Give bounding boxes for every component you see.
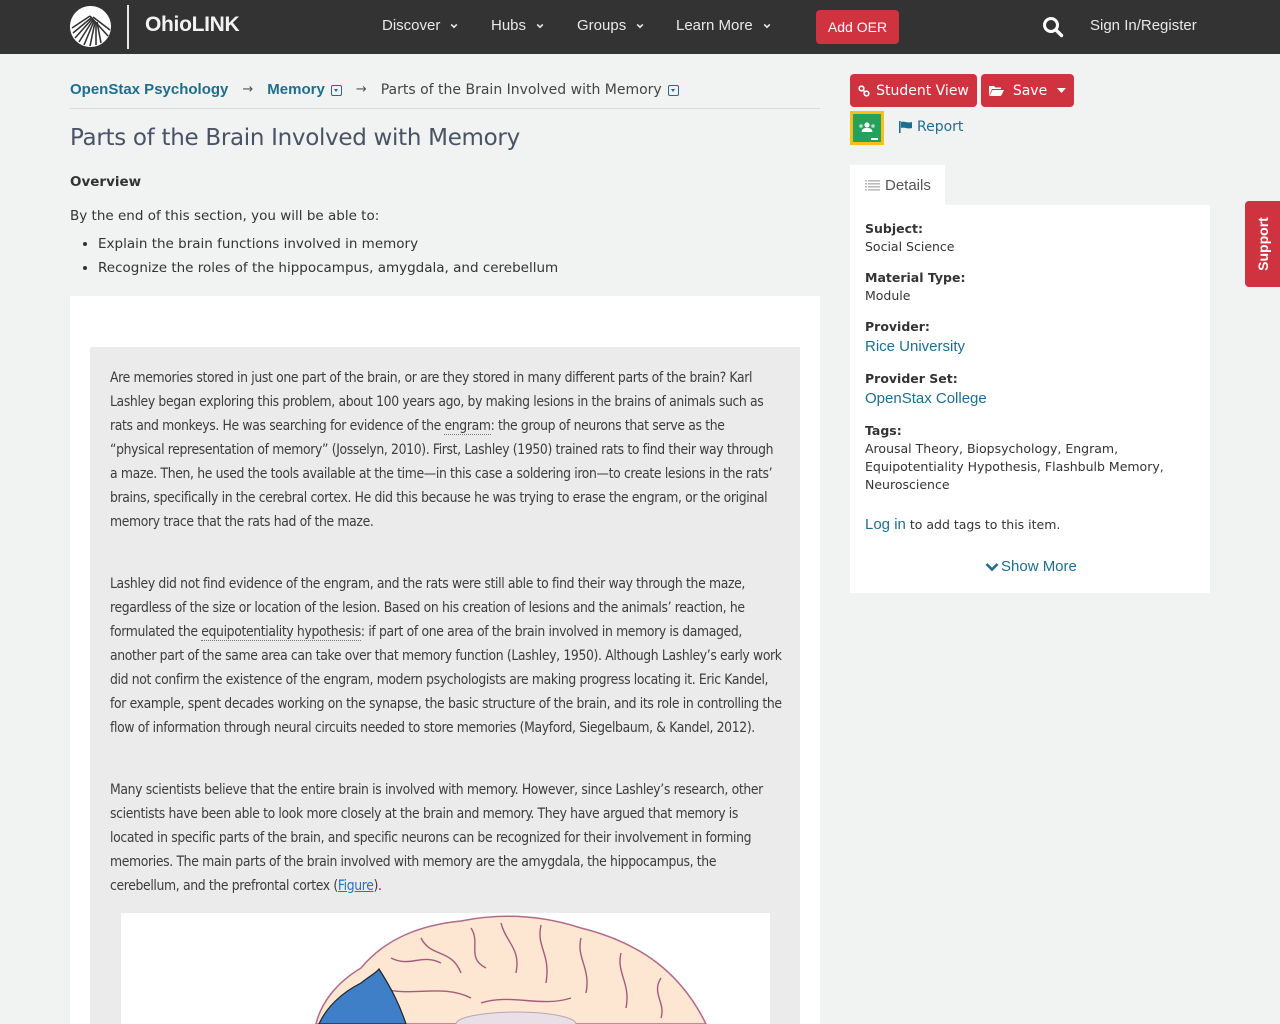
glossary-term-engram[interactable]: engram — [444, 418, 491, 434]
list-icon — [865, 180, 880, 191]
overview-heading: Overview — [70, 174, 142, 190]
objective-item: • Recognize the roles of the hippocampus, amygdala, and cerebellum — [98, 256, 558, 280]
dropdown-toggle-icon[interactable] — [668, 85, 679, 96]
ohiolink-logo-icon[interactable] — [70, 6, 111, 47]
text: Many scientists believe that the entire brain is involved with memory. However, since Lashley’s research, other scientists have been able to look more closely at the brain and memory. They have argued that memory is located in specific parts of the brain, and specific neurons can be recognized for their involvement in forming memories. The main parts of the brain involved with memory are the amygdala, the hippocampus, the cerebellum, and the prefrontal cortex ( — [110, 782, 763, 894]
page-title: Parts of the Brain Involved with Memory — [70, 125, 520, 151]
tab-details-label: Details — [885, 176, 931, 194]
paragraph-1 — [110, 366, 782, 534]
add-tags-text: to add tags to this item. — [905, 517, 1061, 532]
chevron-down-icon — [985, 562, 999, 572]
sign-in-register-link[interactable]: Sign In/Register — [1090, 17, 1197, 34]
caret-down-icon — [1057, 88, 1066, 94]
chevron-down-icon — [450, 22, 458, 30]
brain-illustration-icon — [121, 913, 770, 1024]
add-oer-button[interactable]: Add OER — [816, 10, 899, 44]
breadcrumb-separator: → — [355, 82, 367, 97]
objective-item: • Explain the brain functions involved in memory — [98, 232, 558, 256]
material-type-label: Material Type: — [865, 270, 966, 285]
tab-details[interactable] — [850, 165, 945, 205]
brain-figure — [121, 913, 770, 1024]
subject-label: Subject: — [865, 221, 923, 236]
nav-discover-label: Discover — [382, 17, 441, 34]
nav-learn-more-label: Learn More — [676, 17, 753, 34]
search-icon[interactable] — [1042, 16, 1064, 38]
report-label: Report — [917, 119, 964, 135]
student-view-label: Student View — [876, 82, 969, 99]
log-in-link[interactable]: Log in — [865, 516, 906, 533]
text: : if part of one area of the brain involved in memory is damaged, another part of the same area can take over that memory function (Lashley, 1950). Although Lashley’s early work did not confirm the existence of the engram, modern psychologists are making progress locating it. Eric Kandel, for example, spent decades working on the synapse, the basic structure of the brain, and its role in controlling the flow of information through neural circuits needed to store memories (Mayford, Siegelbaum, & Kandel, 2012). — [110, 624, 782, 736]
text: Are memories stored in just one part of the brain, or are they stored in many different parts of the brain? Karl Lashley began exploring this problem, about 100 years ago, by making lesions in the brains of animals such as rats and monkeys. He was searching for evidence of the — [110, 370, 764, 434]
material-type-value: Module — [865, 288, 911, 303]
brand-name[interactable]: OhioLINK — [145, 13, 240, 36]
link-icon — [858, 85, 870, 97]
nav-hubs-label: Hubs — [491, 17, 527, 34]
flag-icon — [899, 121, 913, 133]
report-link[interactable] — [899, 119, 963, 135]
chevron-down-icon — [536, 22, 544, 30]
breadcrumb — [70, 80, 820, 109]
google-classroom-icon — [853, 114, 881, 142]
paragraph-2 — [110, 572, 782, 740]
google-classroom-share-button[interactable] — [850, 111, 884, 145]
overview-intro: By the end of this section, you will be able to: — [70, 208, 380, 224]
nav-learn-more[interactable] — [676, 17, 771, 34]
provider-set-label: Provider Set: — [865, 371, 958, 386]
chevron-down-icon — [636, 22, 644, 30]
save-button[interactable] — [981, 74, 1074, 107]
breadcrumb-separator: → — [242, 82, 254, 97]
student-view-button[interactable] — [850, 74, 977, 107]
subject-value: Social Science — [865, 239, 955, 254]
provider-link[interactable]: Rice University — [865, 338, 966, 355]
text: ). — [373, 878, 382, 894]
tags-value: Arousal Theory, Biopsychology, Engram, Equipotentiality Hypothesis, Flashbulb Memory, Neuroscience — [865, 441, 1164, 492]
nav-discover[interactable] — [382, 17, 458, 34]
chevron-down-icon — [763, 22, 771, 30]
nav-groups[interactable] — [577, 17, 644, 34]
breadcrumb-current: Parts of the Brain Involved with Memory — [380, 82, 662, 98]
support-tab[interactable] — [1245, 201, 1280, 287]
folder-open-icon — [989, 85, 1004, 97]
top-navbar — [0, 0, 1280, 54]
save-label: Save — [1012, 82, 1048, 99]
glossary-term-equipotentiality[interactable]: equipotentiality hypothesis — [201, 624, 361, 640]
nav-hubs[interactable] — [491, 17, 544, 34]
logo-divider — [127, 5, 129, 49]
paragraph-3 — [110, 778, 782, 898]
tags-label: Tags: — [865, 423, 902, 438]
show-more-label: Show More — [1001, 558, 1077, 575]
nav-groups-label: Groups — [577, 17, 627, 34]
provider-set-link[interactable]: OpenStax College — [865, 390, 987, 407]
text: Lashley did not find evidence of the engram, and the rats were still able to find their way through the maze, regardless of the size or location of the lesion. Based on his creation of lesions and the animals’ reaction, he formulated the — [110, 576, 746, 640]
provider-label: Provider: — [865, 319, 930, 334]
figure-link[interactable]: Figure — [337, 878, 374, 894]
breadcrumb-memory[interactable]: Memory — [267, 81, 325, 98]
support-label: Support — [1254, 217, 1271, 271]
add-tags-prompt — [865, 516, 1060, 533]
breadcrumb-openstax-psychology[interactable]: OpenStax Psychology — [70, 81, 229, 98]
show-more-button[interactable] — [985, 558, 1077, 575]
text: : the group of neurons that serve as the “physical representation of memory” (Josselyn, 2010). First, Lashley (1950) trained rats to find their way through a maze. Then, he used the tools available at the time—in this case a soldering iron—to create lesions in the rats’ brains, specifically in the cerebral cortex. He did this because he was trying to erase the engram, or the original memory trace that the rats had of the maze. — [110, 418, 774, 530]
dropdown-toggle-icon[interactable] — [331, 85, 342, 96]
learning-objectives — [98, 232, 558, 280]
